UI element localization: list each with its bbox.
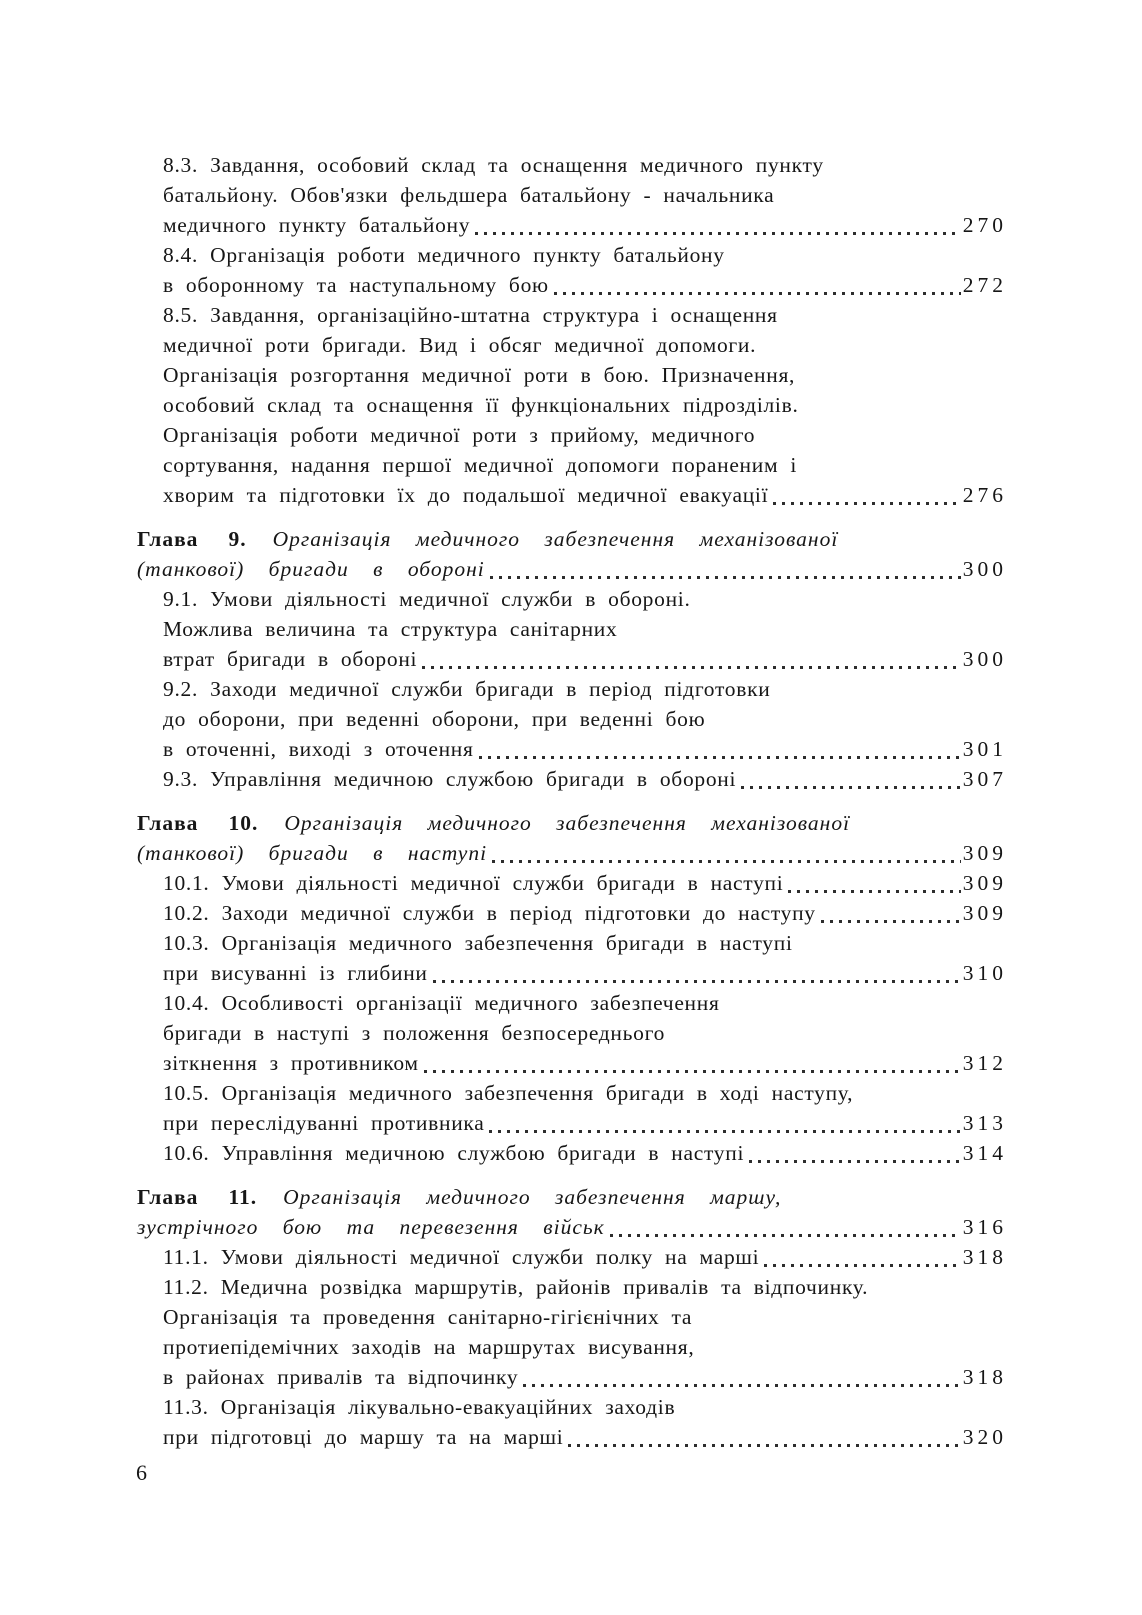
toc-line-text: в оборонному та наступальному бою [163, 273, 549, 297]
toc-line [163, 928, 1007, 958]
toc-page-number: 276 [962, 483, 1007, 507]
dot-leader [489, 1130, 960, 1133]
toc-line-text: батальйону. Обов'язки фельдшера батальйону - начальника [163, 183, 775, 207]
toc-line-text: 10.5. Організація медичного забезпечення бригади в ході наступу, [163, 1081, 854, 1105]
toc-page-number: 314 [962, 1141, 1007, 1165]
dot-leader [424, 1070, 961, 1073]
toc-line [137, 1182, 1007, 1212]
toc-line [137, 808, 1007, 838]
dot-leader [475, 232, 961, 235]
toc-line [163, 1272, 1007, 1302]
dot-leader [492, 860, 961, 863]
toc-line [163, 958, 1007, 988]
toc-item-entry [137, 1242, 1007, 1272]
toc-item-entry [137, 1272, 1007, 1392]
toc-line-text: 11.2. Медична розвідка маршрутів, районів привалів та відпочинку. [163, 1275, 869, 1299]
toc-line [163, 420, 1007, 450]
toc-page-number: 310 [962, 961, 1007, 985]
toc-page-number: 320 [962, 1425, 1007, 1449]
toc-page-number: 272 [962, 273, 1007, 297]
toc-page-number: 309 [962, 901, 1007, 925]
toc-item-entry [137, 928, 1007, 988]
toc-line [163, 1108, 1007, 1138]
toc-line [163, 1332, 1007, 1362]
toc-line [163, 330, 1007, 360]
toc-line-text: 10.2. Заходи медичної служби в період підготовки до наступу [163, 901, 816, 925]
toc-line [137, 524, 1007, 554]
toc-line [163, 644, 1007, 674]
toc-item-entry [137, 150, 1007, 240]
toc-line-text: втрат бригади в обороні [163, 647, 418, 671]
toc-line-text: 8.4. Організація роботи медичного пункту батальйону [163, 243, 725, 267]
toc-page-number: 300 [962, 557, 1007, 581]
toc-line-text: протиепідемічних заходів на маршрутах висування, [163, 1335, 695, 1359]
toc-line [163, 734, 1007, 764]
toc-item-entry [137, 988, 1007, 1078]
dot-leader [554, 292, 961, 295]
toc-page-number: 316 [962, 1215, 1007, 1239]
dot-leader [821, 920, 961, 923]
toc-line-text: 8.3. Завдання, особовий склад та оснащення медичного пункту [163, 153, 824, 177]
toc-line-text: 11.3. Організація лікувально-евакуаційних заходів [163, 1395, 676, 1419]
toc-line-text: Організація роботи медичної роти з прийому, медичного [163, 423, 756, 447]
toc-item-entry [137, 674, 1007, 764]
dot-leader [764, 1264, 960, 1267]
toc-item-entry [137, 1078, 1007, 1138]
toc-line [163, 1138, 1007, 1168]
toc-page-number: 307 [962, 767, 1007, 791]
toc-line-text: Організація медичного забезпечення механізованої [284, 811, 851, 835]
toc-line-text: Організація розгортання медичної роти в бою. Призначення, [163, 363, 796, 387]
toc-line [137, 1212, 1007, 1242]
toc-item-entry [137, 240, 1007, 300]
toc-line [163, 480, 1007, 510]
toc-line [163, 674, 1007, 704]
toc-page-number: 318 [962, 1365, 1007, 1389]
toc-line [163, 1302, 1007, 1332]
toc-line [163, 1078, 1007, 1108]
toc-line-text: сортування, надання першої медичної допомоги пораненим і [163, 453, 798, 477]
dot-leader [568, 1444, 960, 1447]
toc-line-text: до оборони, при веденні оборони, при веденні бою [163, 707, 706, 731]
toc-line-text: 8.5. Завдання, організаційно-штатна структура і оснащення [163, 303, 778, 327]
toc-line [163, 300, 1007, 330]
toc-line-text: при підготовці до маршу та на марші [163, 1425, 564, 1449]
toc-line-text: Організація медичного забезпечення маршу, [283, 1185, 782, 1209]
toc-list [137, 150, 1007, 1452]
chapter-label: Глава [137, 1185, 199, 1209]
dot-leader [773, 502, 960, 505]
toc-line [163, 614, 1007, 644]
toc-line [163, 240, 1007, 270]
toc-line [163, 1422, 1007, 1452]
toc-line [163, 988, 1007, 1018]
toc-line [163, 1362, 1007, 1392]
toc-line [163, 868, 1007, 898]
toc-item-entry [137, 1138, 1007, 1168]
toc-page-number: 312 [962, 1051, 1007, 1075]
toc-item-entry [137, 300, 1007, 510]
chapter-number: 9. [228, 527, 247, 551]
dot-leader [490, 576, 961, 579]
dot-leader [749, 1160, 961, 1163]
toc-item-entry [137, 868, 1007, 898]
toc-line-text: медичної роти бригади. Вид і обсяг медичної допомоги. [163, 333, 757, 357]
toc-line-text: хворим та підготовки їх до подальшої медичної евакуації [163, 483, 769, 507]
dot-leader [523, 1384, 960, 1387]
toc-page-number: 309 [962, 871, 1007, 895]
toc-line-text: при переслідуванні противника [163, 1111, 485, 1135]
toc-line [163, 898, 1007, 928]
toc-chapter-entry [137, 1182, 1007, 1242]
toc-chapter-entry [137, 524, 1007, 584]
toc-line-text: зустрічного бою та перевезення військ [137, 1215, 605, 1239]
dot-leader [433, 980, 961, 983]
toc-line-text: в районах привалів та відпочинку [163, 1365, 519, 1389]
toc-page-number: 318 [962, 1245, 1007, 1269]
toc-item-entry [137, 1392, 1007, 1452]
dot-leader [422, 666, 961, 669]
toc-line-text: 10.6. Управління медичною службою бригади в наступі [163, 1141, 745, 1165]
toc-line-text: (танкової) бригади в обороні [137, 557, 485, 581]
toc-line [163, 1392, 1007, 1422]
toc-line [137, 838, 1007, 868]
toc-line [163, 1048, 1007, 1078]
toc-line-text: (танкової) бригади в наступі [137, 841, 488, 865]
dot-leader [610, 1234, 961, 1237]
toc-item-entry [137, 898, 1007, 928]
toc-line [163, 180, 1007, 210]
toc-line-text: бригади в наступі з положення безпосереднього [163, 1021, 666, 1045]
toc-line-text: в оточенні, виході з оточення [163, 737, 474, 761]
chapter-number: 11. [228, 1185, 258, 1209]
chapter-number: 10. [228, 811, 259, 835]
toc-line-text: при висуванні із глибини [163, 961, 428, 985]
toc-line [163, 764, 1007, 794]
toc-page-number: 309 [962, 841, 1007, 865]
page-number: 6 [136, 1460, 147, 1485]
toc-line-text: 9.2. Заходи медичної служби бригади в період підготовки [163, 677, 771, 701]
toc-line [163, 704, 1007, 734]
toc-page-number: 301 [962, 737, 1007, 761]
dot-leader [479, 756, 961, 759]
toc-line-text: 11.1. Умови діяльності медичної служби полку на марші [163, 1245, 760, 1269]
toc-item-entry [137, 584, 1007, 674]
toc-line-text: зіткнення з противником [163, 1051, 419, 1075]
toc-line-text: 10.4. Особливості організації медичного забезпечення [163, 991, 720, 1015]
toc-line-text: Організація медичного забезпечення механізованої [272, 527, 839, 551]
toc-line-text: 10.3. Організація медичного забезпечення бригади в наступі [163, 931, 793, 955]
toc-item-entry [137, 764, 1007, 794]
toc-page-number: 300 [962, 647, 1007, 671]
toc-line-text: Можлива величина та структура санітарних [163, 617, 618, 641]
toc-line [163, 390, 1007, 420]
toc-line-text: Організація та проведення санітарно-гігієнічних та [163, 1305, 693, 1329]
toc-line [163, 1242, 1007, 1272]
toc-line [137, 554, 1007, 584]
toc-line-text: 9.1. Умови діяльності медичної служби в обороні. [163, 587, 691, 611]
toc-page-number: 313 [962, 1111, 1007, 1135]
toc-line-text: особовий склад та оснащення її функціональних підрозділів. [163, 393, 799, 417]
chapter-label: Глава [137, 527, 199, 551]
dot-leader [788, 890, 960, 893]
toc-line [163, 360, 1007, 390]
dot-leader [741, 786, 961, 789]
toc-line-text: 10.1. Умови діяльності медичної служби бригади в наступі [163, 871, 784, 895]
toc-page-number: 270 [962, 213, 1007, 237]
toc-line [163, 270, 1007, 300]
toc-line [163, 1018, 1007, 1048]
toc-line [163, 584, 1007, 614]
toc-line-text: 9.3. Управління медичною службою бригади в обороні [163, 767, 737, 791]
toc-line-text: медичного пункту батальйону [163, 213, 471, 237]
toc-line [163, 450, 1007, 480]
toc-line [163, 210, 1007, 240]
toc-chapter-entry [137, 808, 1007, 868]
chapter-label: Глава [137, 811, 199, 835]
toc-line [163, 150, 1007, 180]
